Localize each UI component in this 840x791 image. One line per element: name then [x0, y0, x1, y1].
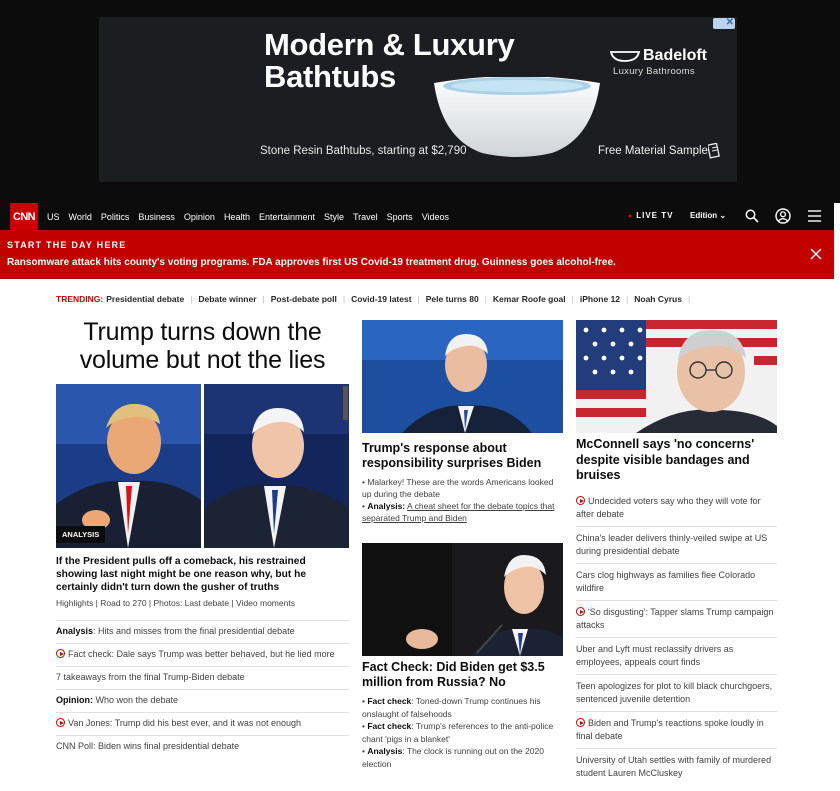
list-item[interactable]	[576, 490, 777, 526]
list-item[interactable]	[576, 563, 777, 600]
story-text: Fact check: Dale says Trump was better behaved, but he lied more	[68, 649, 335, 659]
play-video-icon	[56, 718, 65, 727]
trending-item[interactable]: Presidential debate	[106, 294, 185, 304]
col1-story-list	[56, 620, 349, 758]
breaking-banner[interactable]	[0, 230, 834, 279]
badeloft-tub-icon	[610, 50, 640, 64]
user-icon[interactable]	[775, 208, 791, 224]
banner-heading: START THE DAY HERE	[7, 240, 127, 250]
story-text: China's leader delivers thinly-veiled swipe at US during presidential debate	[576, 533, 768, 556]
story-text: Biden and Trump's reactions spoke loudly in final debate	[576, 718, 764, 741]
trending-item[interactable]: Pele turns 80	[425, 294, 479, 304]
nav-link-travel[interactable]: Travel	[353, 211, 378, 222]
trending-separator: |	[262, 294, 265, 304]
story-text: Undecided voters say who they will vote for after debate	[576, 496, 761, 519]
nav-link-world[interactable]: World	[68, 211, 92, 222]
trending-item[interactable]: iPhone 12	[579, 294, 621, 304]
nav-link-entertainment[interactable]: Entertainment	[258, 211, 315, 222]
trending-separator: |	[417, 294, 420, 304]
banner-text[interactable]: Ransomware attack hits county's voting programs. FDA approves first US Covid-19 treatment drug. Guinness goes alcohol-free.	[7, 257, 616, 268]
trending-separator: |	[342, 294, 346, 304]
list-item[interactable]	[576, 674, 777, 711]
story-bullets	[362, 695, 566, 770]
analysis-badge: ANALYSIS	[56, 526, 105, 543]
edition-menu[interactable]	[690, 211, 726, 220]
list-item[interactable]	[576, 600, 777, 637]
biden-debate-image[interactable]	[362, 320, 563, 433]
nav-link-sports[interactable]: Sports	[386, 211, 413, 222]
nav-link-opinion[interactable]: Opinion	[183, 211, 215, 222]
top-nav	[0, 203, 834, 230]
play-video-icon	[576, 718, 585, 727]
story-text: Who won the debate	[93, 695, 179, 705]
biden-speaking-photo	[362, 543, 563, 656]
trending-item[interactable]: Post-debate poll	[270, 294, 337, 304]
bullet-text: : Toned-down Trump continues his onslaught of falsehoods	[362, 696, 541, 719]
edition-label: Edition	[690, 211, 718, 220]
play-video-icon	[576, 607, 585, 616]
label-prefix: Opinion:	[56, 695, 93, 705]
trending-separator: |	[571, 294, 574, 304]
label-prefix: Fact check	[367, 721, 412, 731]
nav-link-politics[interactable]: Politics	[100, 211, 130, 222]
cnn-logo[interactable]: CNN	[10, 203, 38, 230]
lead-subhead[interactable]: If the President pulls off a comeback, his restrained showing last night might be one reason why, but he certainly didn't turn down the gusher of truths	[56, 556, 306, 593]
menu-icon[interactable]	[808, 210, 821, 222]
trending-separator: |	[484, 294, 487, 304]
lead-headline[interactable]: Trump turns down the volume but not the lies	[79, 318, 326, 374]
story-text: Uber and Lyft must reclassify drivers as employees, appeals court finds	[576, 644, 734, 667]
ad-cta[interactable]: Free Material Sample	[598, 145, 708, 157]
story-text: Teen apologizes for plot to kill black churchgoers, sentenced juvenile detention	[576, 681, 773, 704]
bullet-item[interactable]: • Analysis: A cheat sheet for the debate topics that separated Trump and Biden	[362, 501, 555, 523]
ad-title-line1: Modern & Luxury	[264, 27, 515, 62]
mcconnell-photo	[576, 320, 777, 433]
list-item[interactable]	[576, 748, 777, 785]
bullet-text: : Trump's references to the anti-police chant 'pigs in a blanket'	[362, 721, 554, 744]
col3-story-list	[576, 490, 777, 785]
ad-region	[0, 0, 840, 203]
trending-separator: |	[687, 294, 691, 304]
story-bullets	[362, 476, 563, 524]
story-text: : Hits and misses from the final presidential debate	[93, 626, 295, 636]
story-text: Cars clog highways as families flee Colorado wildfire	[576, 570, 756, 593]
list-item[interactable]	[576, 637, 777, 674]
live-tv-link[interactable]	[628, 211, 673, 220]
story-headline[interactable]: Fact Check: Did Biden get $3.5 million from Russia? No	[362, 660, 545, 689]
list-item[interactable]	[56, 735, 349, 758]
search-icon[interactable]	[745, 209, 759, 223]
trending-bar	[56, 294, 696, 304]
list-item[interactable]	[576, 711, 777, 748]
list-item[interactable]	[56, 666, 349, 689]
lead-related-links[interactable]: Highlights | Road to 270 | Photos: Last debate | Video moments	[56, 598, 295, 608]
list-item[interactable]	[56, 689, 349, 712]
story-text: Van Jones: Trump did his best ever, and it was not enough	[68, 718, 301, 728]
biden-photo	[362, 320, 563, 433]
play-video-icon	[56, 649, 65, 658]
bullet-item[interactable]: • Fact check: Trump's references to the anti-police chant 'pigs in a blanket'	[362, 721, 554, 744]
nav-link-us[interactable]: US	[47, 211, 60, 222]
bullet-text: A cheat sheet for the debate topics that separated Trump and Biden	[362, 501, 555, 523]
list-item[interactable]	[576, 526, 777, 563]
bullet-item[interactable]: • Analysis: The clock is running out on the 2020 election	[362, 746, 544, 769]
ad-brand: Badeloft	[643, 47, 707, 64]
list-item[interactable]	[56, 712, 349, 735]
mcconnell-image[interactable]	[576, 320, 777, 433]
nav-link-health[interactable]: Health	[223, 211, 250, 222]
label-prefix: Analysis	[367, 746, 403, 756]
bullet-item[interactable]: • Malarkey! These are the words Americans looked up during the debate	[362, 477, 554, 499]
play-video-icon	[576, 496, 585, 505]
trending-item[interactable]: Covid-19 latest	[351, 294, 412, 304]
ad-title-line2: Bathtubs	[264, 59, 396, 94]
bathtub-ad[interactable]	[99, 17, 737, 182]
story-headline[interactable]: McConnell says 'no concerns' despite visible bandages and bruises	[576, 437, 755, 482]
list-item[interactable]	[56, 620, 349, 643]
nav-link-business[interactable]: Business	[138, 211, 175, 222]
trending-label: TRENDING:	[56, 294, 104, 304]
chevron-down-icon: ⌄	[719, 211, 727, 220]
nav-link-style[interactable]: Style	[323, 211, 344, 222]
story-text: 'So disgusting': Tapper slams Trump campaign attacks	[576, 607, 774, 630]
trending-separator: |	[190, 294, 193, 304]
trending-item[interactable]: Debate winner	[198, 294, 257, 304]
label-prefix: Analysis	[56, 626, 94, 636]
trending-item[interactable]: Noah Cyrus	[634, 294, 682, 304]
close-icon[interactable]	[810, 248, 822, 260]
bullet-item[interactable]: • Fact check: Toned-down Trump continues his onslaught of falsehoods	[362, 696, 541, 719]
story-headline[interactable]: Trump's response about responsibility surprises Biden	[362, 441, 542, 470]
biden-factcheck-image[interactable]	[362, 543, 563, 656]
label-prefix: Fact check	[367, 696, 412, 706]
trending-separator: |	[626, 294, 629, 304]
label-prefix: Analysis:	[367, 501, 406, 511]
sample-swatch-icon	[708, 143, 722, 159]
story-text: 7 takeaways from the final Trump-Biden debate	[56, 672, 245, 682]
story-text: CNN Poll: Biden wins final presidential debate	[56, 741, 240, 751]
story-text: University of Utah settles with family of murdered student Lauren McCluskey	[576, 755, 772, 778]
live-dot-icon: ●	[628, 213, 633, 220]
bullet-text: Malarkey! These are the words Americans looked up during the debate	[362, 477, 554, 499]
live-tv-label: LIVE TV	[636, 211, 674, 220]
ad-brand-sub: Luxury Bathrooms	[613, 66, 695, 77]
list-item[interactable]	[56, 643, 349, 666]
lead-image[interactable]	[56, 384, 349, 548]
nav-link-videos[interactable]: Videos	[421, 211, 450, 222]
adchoices-close-icon[interactable]: ✕	[713, 18, 735, 29]
ad-subtitle: Stone Resin Bathtubs, starting at $2,790	[260, 145, 467, 157]
trending-item[interactable]: Kemar Roofe goal	[492, 294, 566, 304]
bullet-text: : The clock is running out on the 2020 election	[362, 746, 544, 769]
nav-links	[47, 203, 449, 230]
debate-photo	[56, 384, 349, 548]
